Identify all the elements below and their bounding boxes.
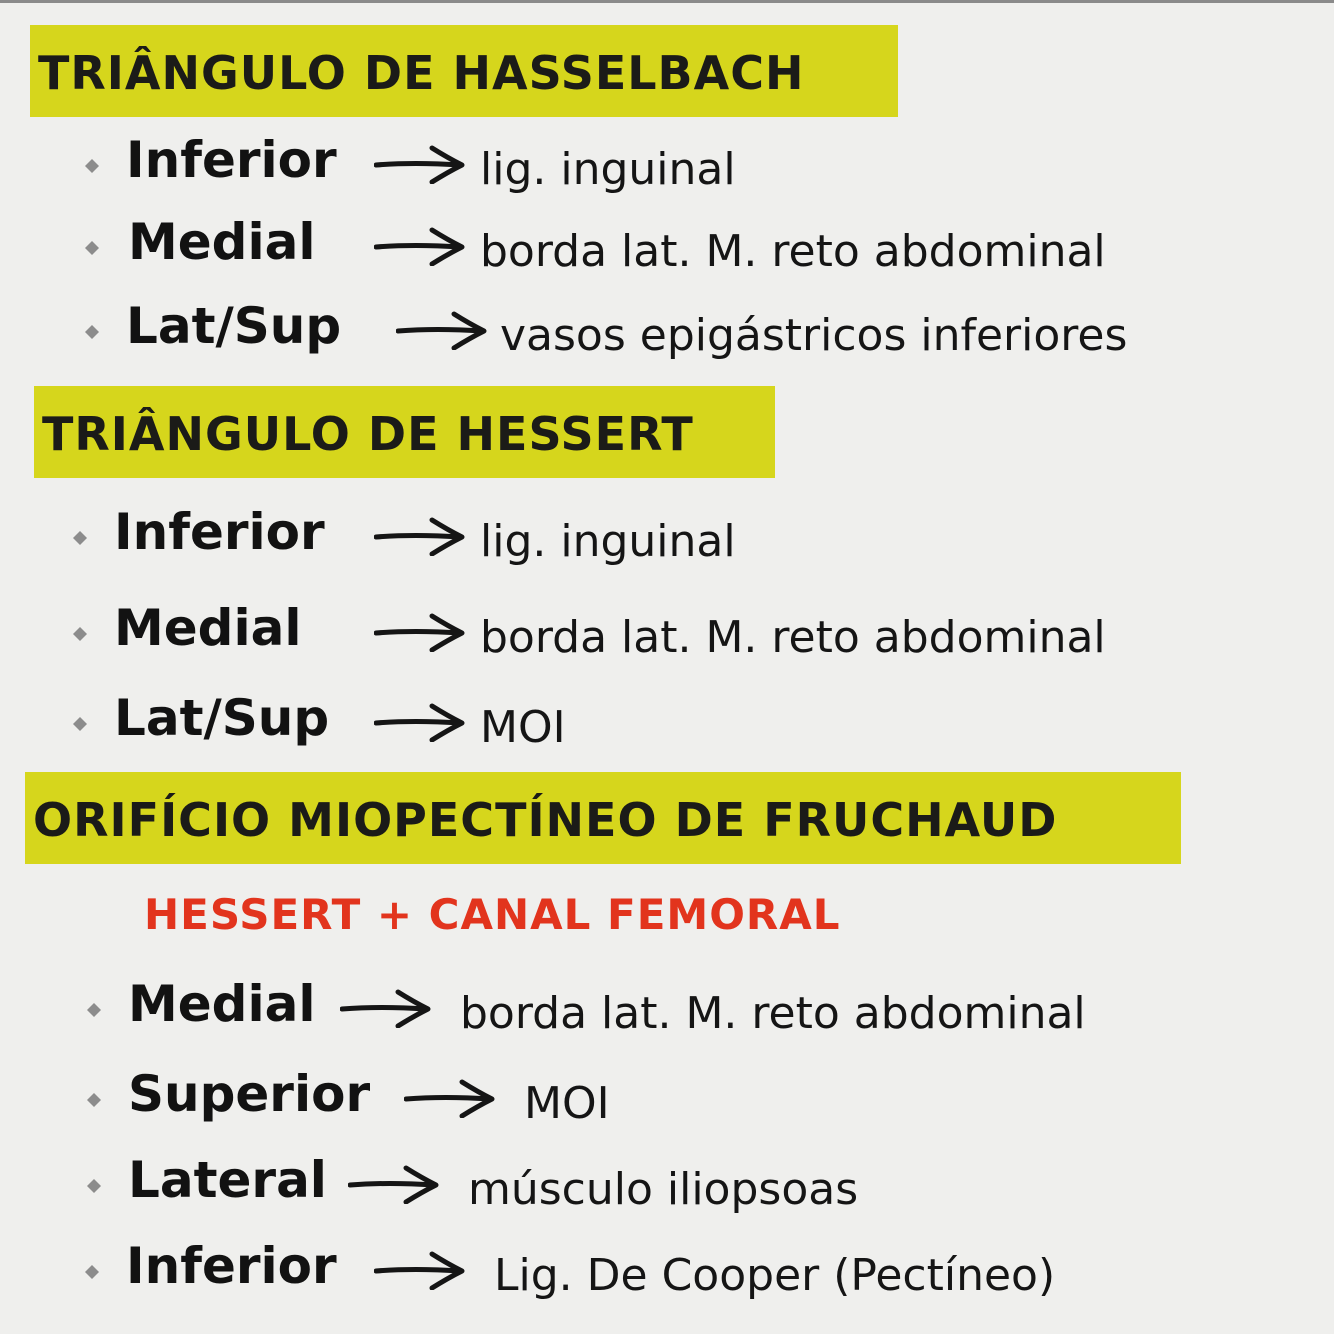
right-arrow-icon xyxy=(348,1164,440,1204)
list-item xyxy=(0,972,1290,1042)
item-term: Medial xyxy=(114,599,302,657)
diamond-bullet-icon xyxy=(86,1092,102,1108)
diamond-bullet-icon xyxy=(72,716,88,732)
item-description: músculo iliopsoas xyxy=(468,1164,859,1215)
list-item xyxy=(0,1234,1290,1304)
right-arrow-icon xyxy=(374,1250,466,1290)
list-item xyxy=(0,294,1290,364)
list-item xyxy=(0,128,1290,198)
item-description: borda lat. M. reto abdominal xyxy=(460,988,1086,1039)
section-title-hasselbach: TRIÂNGULO DE HASSELBACH xyxy=(30,25,898,117)
item-description: MOI xyxy=(480,702,566,753)
right-arrow-icon xyxy=(404,1078,496,1118)
item-term: Superior xyxy=(128,1065,371,1123)
right-arrow-icon xyxy=(374,516,466,556)
right-arrow-icon xyxy=(374,702,466,742)
diamond-bullet-icon xyxy=(84,158,100,174)
section-title-fruchaud: ORIFÍCIO MIOPECTÍNEO DE FRUCHAUD xyxy=(25,772,1181,864)
right-arrow-icon xyxy=(374,612,466,652)
diamond-bullet-icon xyxy=(84,240,100,256)
right-arrow-icon xyxy=(374,226,466,266)
item-description: MOI xyxy=(524,1078,610,1129)
item-description: borda lat. M. reto abdominal xyxy=(480,612,1106,663)
list-item xyxy=(0,596,1290,666)
item-term: Medial xyxy=(128,975,316,1033)
list-item xyxy=(0,686,1290,756)
item-term: Lat/Sup xyxy=(126,297,342,355)
diamond-bullet-icon xyxy=(72,530,88,546)
item-term: Inferior xyxy=(126,131,337,189)
item-description: lig. inguinal xyxy=(480,516,736,567)
item-description: vasos epigástricos inferiores xyxy=(500,310,1128,361)
list-item xyxy=(0,210,1290,280)
list-item xyxy=(0,500,1290,570)
list-item xyxy=(0,1148,1290,1218)
item-term: Lateral xyxy=(128,1151,327,1209)
item-term: Inferior xyxy=(126,1237,337,1295)
diamond-bullet-icon xyxy=(72,626,88,642)
item-term: Inferior xyxy=(114,503,325,561)
right-arrow-icon xyxy=(396,310,488,350)
diamond-bullet-icon xyxy=(86,1178,102,1194)
item-description: lig. inguinal xyxy=(480,144,736,195)
section-subtitle: HESSERT + CANAL FEMORAL xyxy=(144,890,841,939)
diamond-bullet-icon xyxy=(84,324,100,340)
right-arrow-icon xyxy=(340,988,432,1028)
list-item xyxy=(0,1062,1290,1132)
diamond-bullet-icon xyxy=(86,1002,102,1018)
top-divider xyxy=(0,0,1334,3)
item-term: Medial xyxy=(128,213,316,271)
item-description: Lig. De Cooper (Pectíneo) xyxy=(494,1250,1056,1301)
right-arrow-icon xyxy=(374,144,466,184)
section-title-hessert: TRIÂNGULO DE HESSERT xyxy=(34,386,775,478)
item-term: Lat/Sup xyxy=(114,689,330,747)
diamond-bullet-icon xyxy=(84,1264,100,1280)
item-description: borda lat. M. reto abdominal xyxy=(480,226,1106,277)
